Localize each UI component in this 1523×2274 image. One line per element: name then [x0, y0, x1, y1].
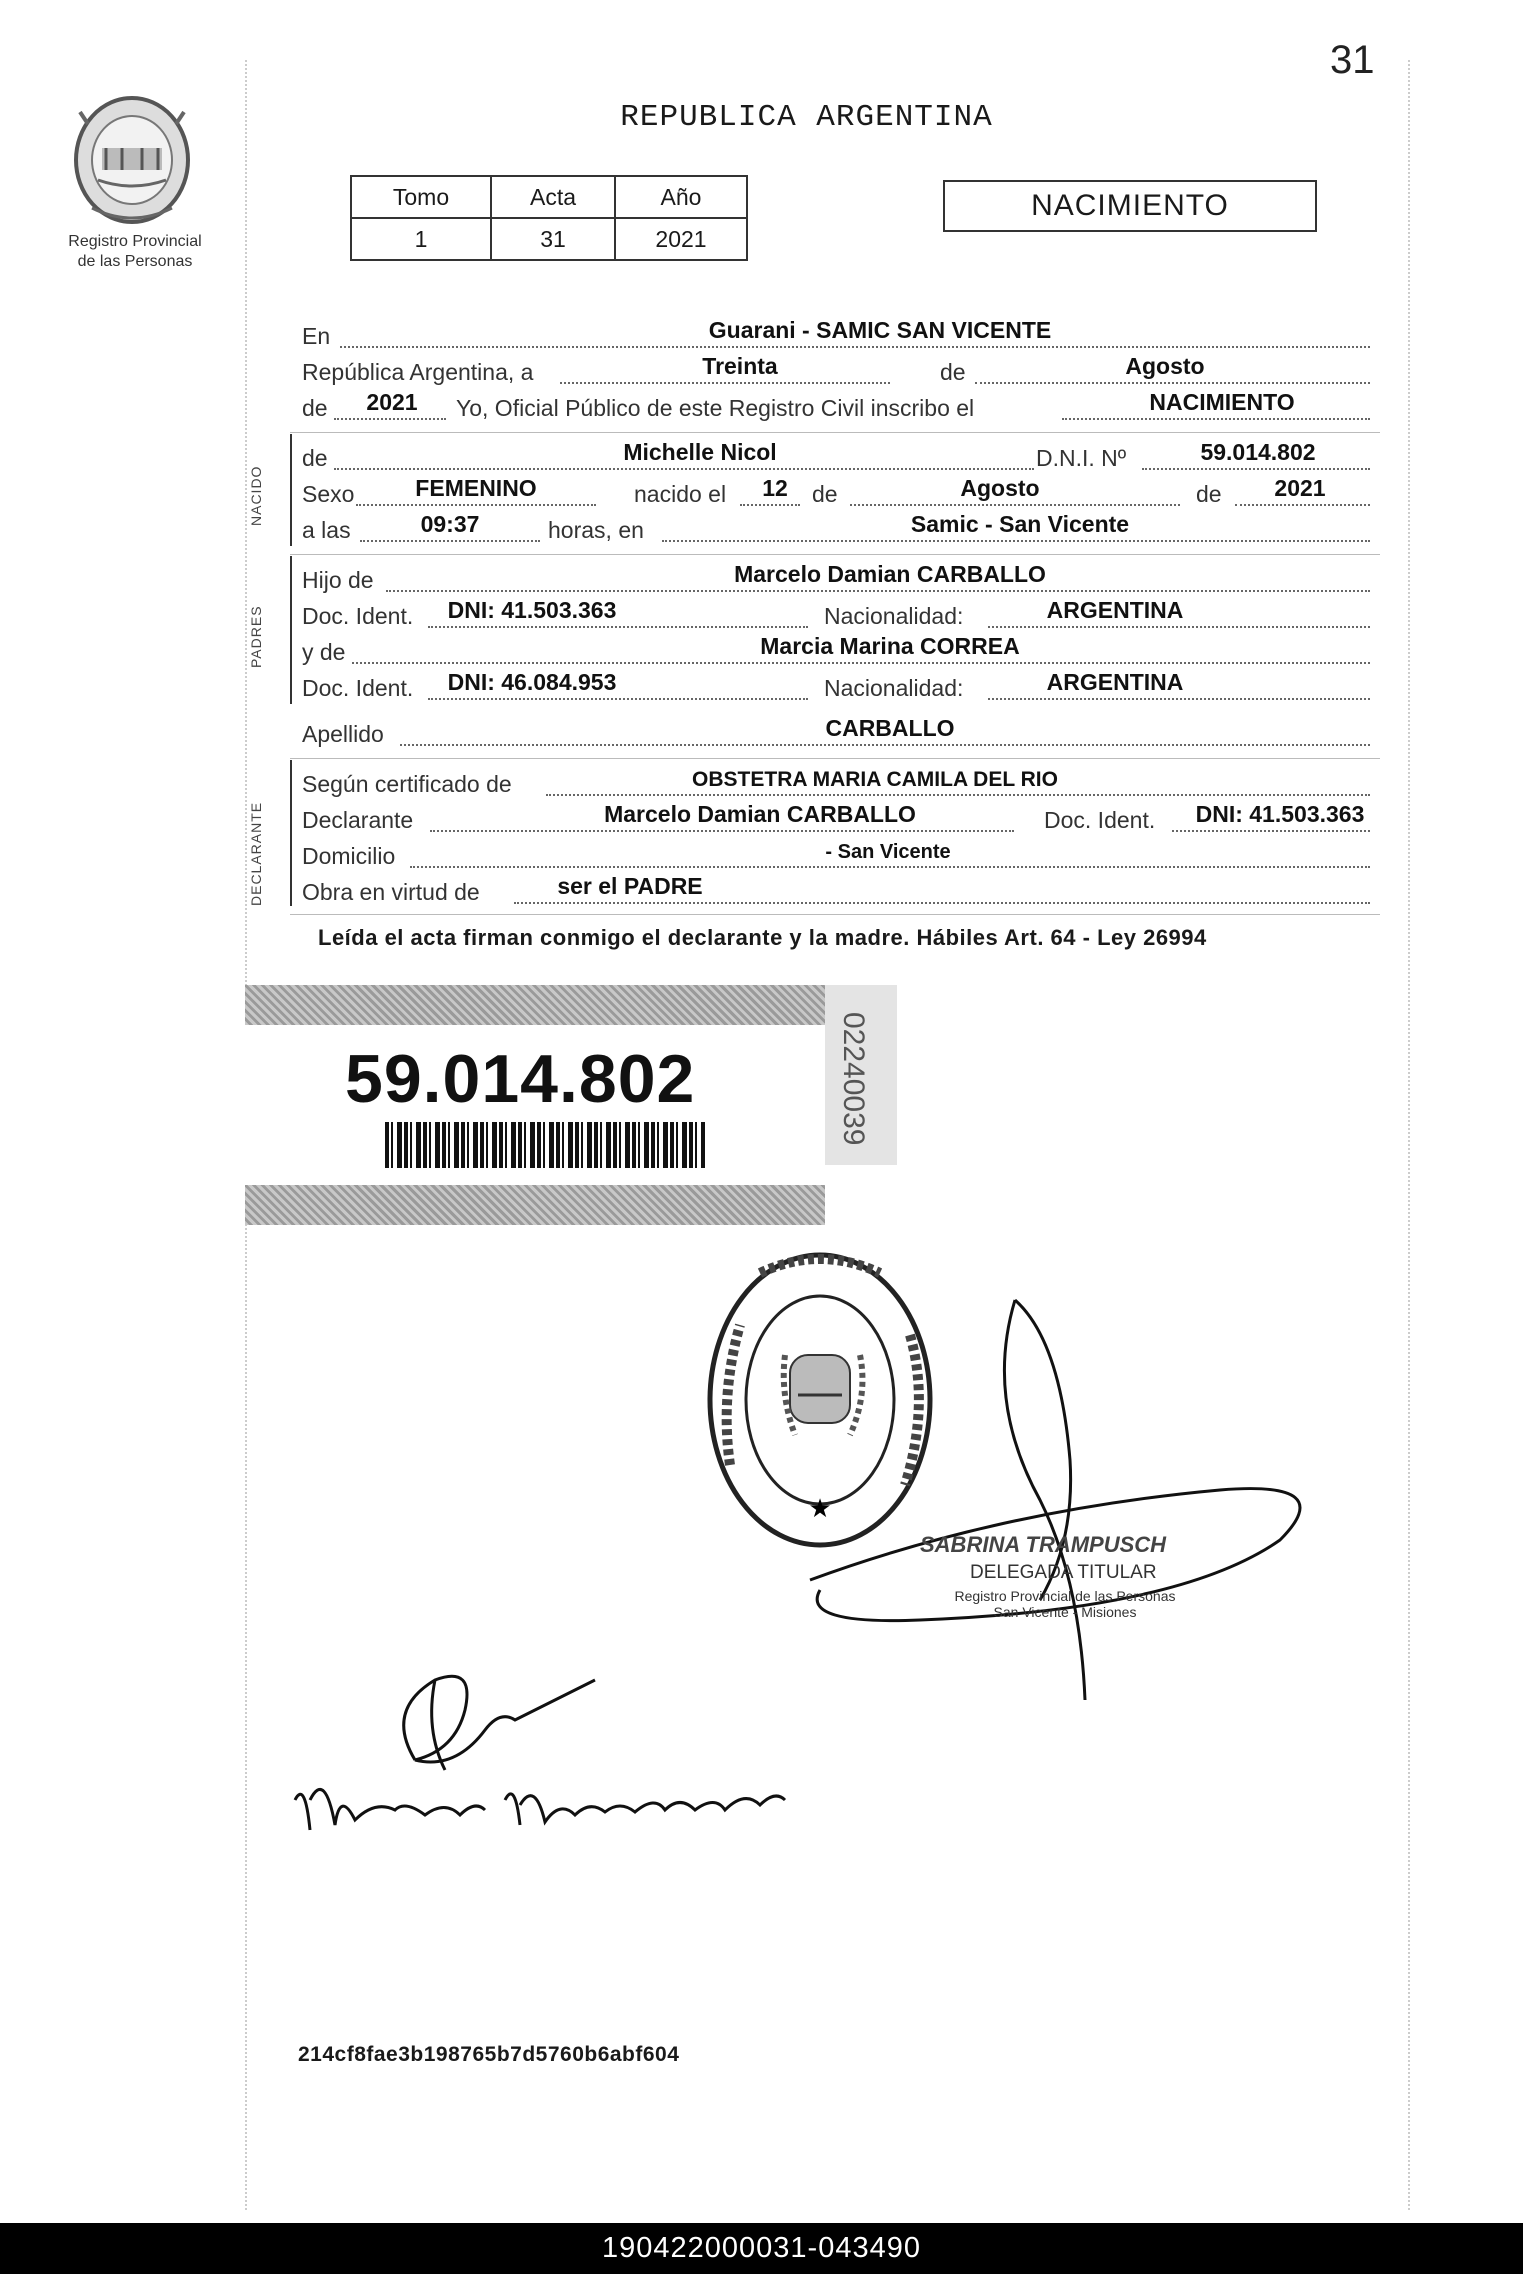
born-year-value: 2021: [1274, 475, 1326, 501]
mother-nat-dots: [988, 698, 1370, 700]
declarant-doc-dots: [1172, 830, 1370, 832]
father-nat-label: Nacionalidad:: [824, 603, 964, 629]
dni-dots: [1142, 468, 1370, 470]
mother-nat-value: ARGENTINA: [1046, 669, 1184, 695]
mother-signature: [285, 1650, 805, 1860]
line-address: [300, 836, 1380, 872]
declarant-dots: [430, 830, 1014, 832]
registry-label: [40, 232, 230, 272]
line-father-doc: [300, 596, 1380, 632]
born-de2-label: de: [1196, 481, 1222, 507]
name-dots: [334, 468, 1034, 470]
record-type-box: NACIMIENTO: [943, 180, 1317, 232]
en-label: En: [302, 323, 331, 349]
declarant-doc-value: DNI: 41.503.363: [1195, 801, 1365, 827]
name-label: de: [302, 445, 328, 471]
surname-label: Apellido: [302, 721, 384, 747]
document-title: REPUBLICA ARGENTINA: [620, 100, 993, 135]
month-dots: [975, 382, 1370, 384]
registry-label-line2: de las Personas: [77, 253, 193, 270]
dni-value: 59.014.802: [1200, 439, 1316, 465]
address-label: Domicilio: [302, 843, 396, 869]
line-name: [300, 438, 1380, 474]
sex-value: FEMENINO: [415, 475, 537, 501]
sex-label: Sexo: [302, 481, 355, 507]
mother-doc-label: Doc. Ident.: [302, 675, 414, 701]
address-dots: [410, 866, 1370, 868]
father-value: Marcelo Damian CARBALLO: [734, 561, 1046, 587]
section-label-parents: PADRES: [248, 605, 264, 668]
page-number: 31: [1330, 38, 1375, 82]
en-value: Guarani - SAMIC SAN VICENTE: [708, 317, 1052, 343]
line-sex: [300, 474, 1380, 510]
born-month-value: Agosto: [960, 475, 1040, 501]
acts-dots: [514, 902, 1370, 904]
line-cert: [300, 764, 1380, 800]
father-nat-dots: [988, 626, 1370, 628]
de2-label: de: [302, 395, 328, 421]
born-label: nacido el: [634, 481, 727, 507]
father-nat-value: ARGENTINA: [1046, 597, 1184, 623]
line-mother-doc: [300, 668, 1380, 704]
dni-sticker-bottom-band: [245, 1185, 825, 1225]
section-label-declarant: DECLARANTE: [248, 801, 264, 906]
official-signature: [800, 1280, 1330, 1720]
separator-form-bottom: [290, 914, 1380, 915]
line-acts: [300, 872, 1380, 908]
father-label: Hijo de: [302, 567, 374, 593]
republica-label: República Argentina, a: [302, 359, 534, 385]
month-value: Agosto: [1125, 353, 1205, 379]
day-words-value: Treinta: [702, 353, 778, 379]
volume-value-tomo: 1: [351, 218, 491, 260]
inscribo-label: Yo, Oficial Público de este Registro Civil inscribo el: [456, 395, 975, 421]
official-title: DELEGADA TITULAR: [970, 1562, 1157, 1583]
mother-dots: [352, 662, 1370, 664]
father-doc-label: Doc. Ident.: [302, 603, 414, 629]
separator-parents-top: [290, 554, 1380, 555]
volume-value-ano: 2021: [615, 218, 747, 260]
surname-dots: [400, 744, 1370, 746]
year-value: 2021: [366, 389, 418, 415]
de-label: de: [940, 359, 966, 385]
born-day-dots: [740, 504, 800, 506]
official-name: SABRINA TRAMPUSCH: [920, 1532, 1167, 1557]
dni-label: D.N.I. Nº: [1036, 445, 1127, 471]
line-father: [300, 560, 1380, 596]
parents-section-rule: [290, 556, 292, 704]
registry-label-line1: Registro Provincial: [68, 233, 202, 250]
republica-dots: [560, 382, 890, 384]
volume-header-ano: Año: [615, 176, 747, 218]
mother-label: y de: [302, 639, 346, 665]
line-surname: [300, 714, 1380, 750]
volume-table: [350, 175, 748, 261]
official-registry-line1: Registro Provincial de las Personas: [954, 1588, 1176, 1604]
cert-label: Según certificado de: [302, 771, 512, 797]
inscribo-value: NACIMIENTO: [1149, 389, 1295, 415]
inscribo-dots: [1062, 418, 1370, 420]
declarant-section-rule: [290, 760, 292, 906]
official-registry: [915, 1588, 1215, 1620]
separator-declarant-top: [290, 758, 1380, 759]
father-doc-dots: [428, 626, 808, 628]
sex-dots: [356, 504, 596, 506]
line-mother: [300, 632, 1380, 668]
dni-side-code: 02240039: [837, 1012, 870, 1146]
en-dots: [340, 346, 1370, 348]
dni-sticker-top-band: [245, 985, 825, 1025]
volume-header-tomo: Tomo: [351, 176, 491, 218]
born-year-dots: [1235, 504, 1370, 506]
footer-code-bar: 190422000031-043490: [0, 2223, 1523, 2274]
section-label-born: NACIDO: [248, 465, 264, 526]
hours-label: horas, en: [548, 517, 644, 543]
svg-text:★: ★: [808, 1494, 832, 1524]
time-label: a las: [302, 517, 351, 543]
line-time: [300, 510, 1380, 546]
father-dots: [386, 590, 1370, 592]
born-de-label: de: [812, 481, 838, 507]
name-value: Michelle Nicol: [623, 439, 777, 465]
barcode: [385, 1122, 705, 1168]
mother-nat-label: Nacionalidad:: [824, 675, 964, 701]
declarant-doc-label: Doc. Ident.: [1044, 807, 1156, 833]
place-dots: [662, 540, 1370, 542]
declarant-value: Marcelo Damian CARBALLO: [604, 801, 916, 827]
time-value: 09:37: [420, 511, 480, 537]
address-value: - San Vicente: [825, 841, 951, 863]
line-declarant: [300, 800, 1380, 836]
cert-dots: [546, 794, 1370, 796]
born-day-value: 12: [762, 475, 788, 501]
closing-statement: Leída el acta firman conmigo el declarante y la madre. Hábiles Art. 64 - Ley 26994: [318, 925, 1207, 950]
born-section-rule: [290, 434, 292, 546]
cert-value: OBSTETRA MARIA CAMILA DEL RIO: [692, 768, 1058, 791]
father-doc-value: DNI: 41.503.363: [447, 597, 617, 623]
document-hash: 214cf8fae3b198765b7d5760b6abf604: [298, 2043, 680, 2066]
line-year: [300, 388, 1380, 424]
separator-born-top: [290, 432, 1380, 433]
acts-label: Obra en virtud de: [302, 879, 480, 905]
mother-value: Marcia Marina CORREA: [760, 633, 1020, 659]
right-margin-dots: [1408, 60, 1410, 2210]
volume-header-acta: Acta: [491, 176, 615, 218]
volume-value-acta: 31: [491, 218, 615, 260]
place-value: Samic - San Vicente: [910, 511, 1130, 537]
born-month-dots: [850, 504, 1180, 506]
line-republica: [300, 352, 1380, 388]
acts-value: ser el PADRE: [557, 873, 703, 899]
year-dots: [334, 418, 446, 420]
time-dots: [360, 540, 540, 542]
dni-sticker-number: 59.014.802: [345, 1041, 696, 1117]
mother-doc-value: DNI: 46.084.953: [447, 669, 617, 695]
declarant-label: Declarante: [302, 807, 414, 833]
official-registry-line2: San Vicente - Misiones: [993, 1604, 1137, 1620]
line-en: [300, 316, 1380, 352]
mother-doc-dots: [428, 698, 808, 700]
surname-value: CARBALLO: [825, 715, 955, 741]
